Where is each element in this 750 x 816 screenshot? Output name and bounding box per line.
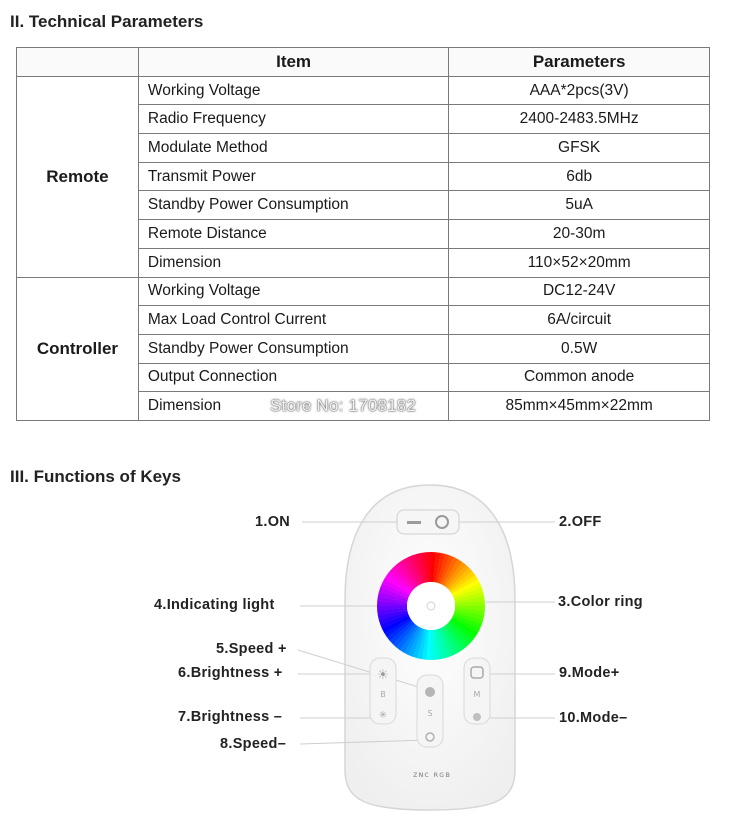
technical-parameters-table: [16, 47, 710, 421]
speed-letter: S: [427, 709, 433, 718]
key-label-color-ring: 3.Color ring: [558, 594, 643, 610]
mode-letter: M: [473, 690, 481, 699]
key-label-off: 2.OFF: [559, 514, 602, 530]
table-header-item: Item: [138, 48, 448, 77]
store-watermark: Store No: 1708182: [270, 396, 417, 415]
power-switch: [397, 510, 459, 534]
functions-of-keys-heading: III. Functions of Keys: [10, 467, 181, 486]
table-cell-item: Standby Power Consumption: [138, 334, 448, 363]
table-row: [17, 277, 710, 306]
table-cell-item: Dimension: [138, 392, 448, 421]
table-cell-value: 20-30m: [449, 220, 710, 249]
table-cell-item: Working Voltage: [138, 277, 448, 306]
table-cell-item: Standby Power Consumption: [138, 191, 448, 220]
table-cell-item: Transmit Power: [138, 162, 448, 191]
table-row: [17, 76, 710, 105]
table-cell-value: 5uA: [449, 191, 710, 220]
table-header-row: [17, 48, 710, 77]
mode-minus-icon: [473, 713, 481, 721]
brand-logo: ᴢɴᴄ ʀɢʙ: [413, 770, 451, 779]
on-button-icon: [407, 521, 421, 524]
table-cell-item: Remote Distance: [138, 220, 448, 249]
group-label-controller: Controller: [17, 277, 139, 420]
table-header-blank: [17, 48, 139, 77]
key-label-speed-plus: 5.Speed +: [216, 641, 287, 657]
table-cell-value: 0.5W: [449, 334, 710, 363]
table-cell-value: DC12-24V: [449, 277, 710, 306]
table-cell-value: 6db: [449, 162, 710, 191]
table-cell-value: GFSK: [449, 134, 710, 163]
key-label-brightness-plus: 6.Brightness +: [178, 665, 283, 681]
table-header-parameters: Parameters: [449, 48, 710, 77]
table-cell-item: Radio Frequency: [138, 105, 448, 134]
table-cell-value: 85mm×45mm×22mm: [449, 392, 710, 421]
table-cell-value: Common anode: [449, 363, 710, 392]
speed-plus-icon: [425, 687, 435, 697]
table-cell-item: Max Load Control Current: [138, 306, 448, 335]
table-cell-item: Output Connection: [138, 363, 448, 392]
brightness-letter: B: [380, 690, 386, 699]
table-cell-item: Modulate Method: [138, 134, 448, 163]
table-cell-value: 110×52×20mm: [449, 248, 710, 277]
indicating-light: [427, 602, 435, 610]
key-label-indicating-light: 4.Indicating light: [154, 597, 275, 613]
remote-diagram: [0, 480, 750, 816]
brightness-plus-icon: ☀: [377, 668, 389, 683]
key-label-mode-plus: 9.Mode+: [559, 665, 620, 681]
table-cell-value: 2400-2483.5MHz: [449, 105, 710, 134]
table-cell-value: AAA*2pcs(3V): [449, 76, 710, 105]
key-label-speed-minus: 8.Speed–: [220, 736, 287, 752]
key-label-on: 1.ON: [255, 514, 291, 530]
group-label-remote: Remote: [17, 76, 139, 277]
key-label-mode-minus: 10.Mode–: [559, 710, 628, 726]
brightness-minus-icon: ✳: [378, 710, 388, 721]
table-cell-value: 6A/circuit: [449, 306, 710, 335]
key-label-brightness-minus: 7.Brightness –: [178, 709, 283, 725]
table-cell-item: Dimension: [138, 248, 448, 277]
table-cell-item: Working Voltage: [138, 76, 448, 105]
technical-parameters-heading: II. Technical Parameters: [10, 12, 204, 31]
